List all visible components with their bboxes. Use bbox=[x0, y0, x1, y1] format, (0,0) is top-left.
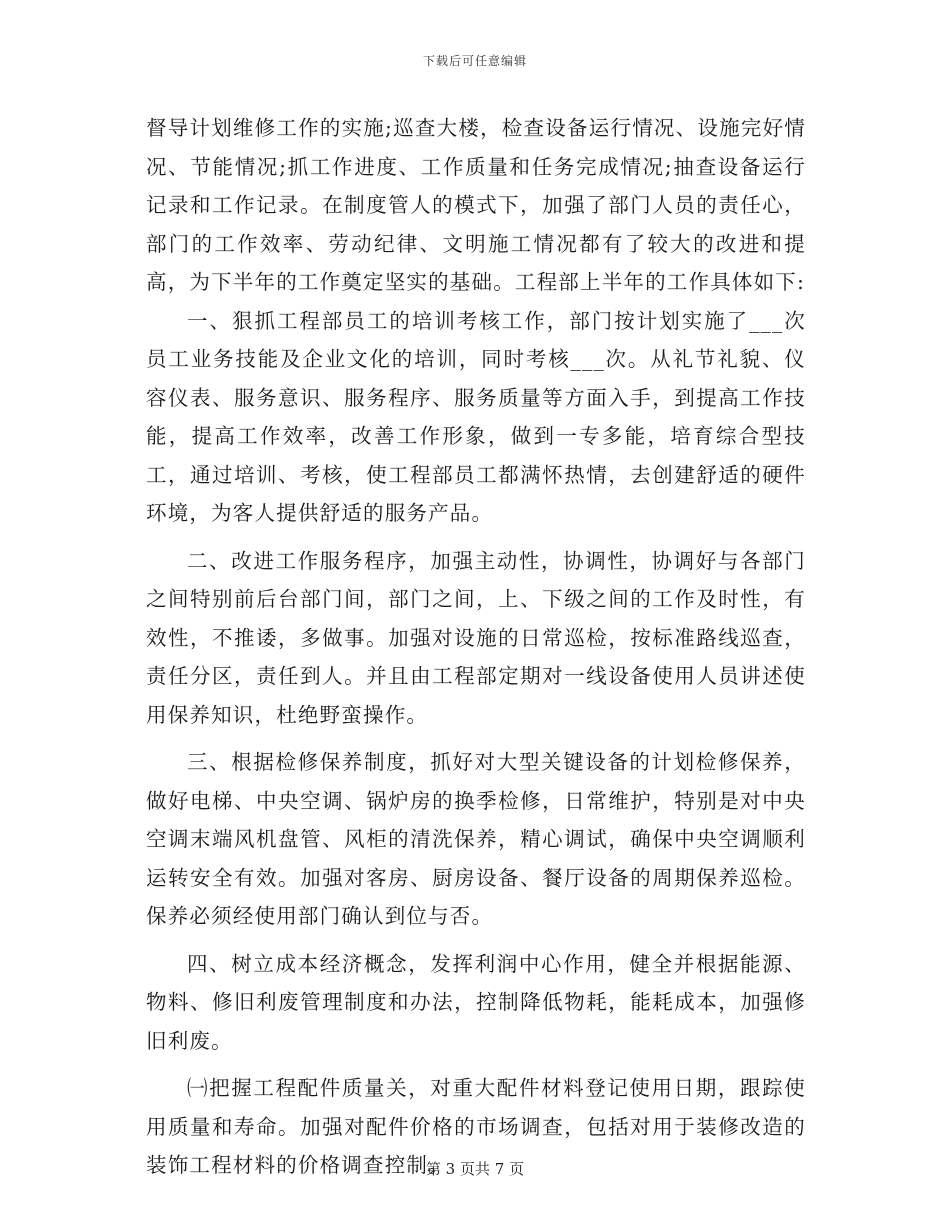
paragraph-item-2: 二、改进工作服务程序，加强主动性，协调性，协调好与各部门之间特别前后台部门间，部门之间，上、下级之间的工作及时性，有效性，不推诿，多做事。加强对设施的日常巡检，按标准路线巡查，责任分区，责任到人。并且由工程部定期对一线设备使用人员讲述使用保养知识，杜绝野蛮操作。 bbox=[146, 548, 806, 727]
paragraph-item-4: 四、树立成本经济概念，发挥利润中心作用，健全并根据能源、物料、修旧利废管理制度和办法，控制降低物耗，能耗成本，加强修旧利废。 bbox=[146, 951, 806, 1053]
paragraph-item-1: 一、狠抓工程部员工的培训考核工作，部门按计划实施了___次员工业务技能及企业文化的培训，同时考核___次。从礼节礼貌、仪容仪表、服务意识、服务程序、服务质量等方面入手，到提高工作技能，提高工作效率，改善工作形象，做到一专多能，培育综合型技工，通过培训、考核，使工程部员工都满怀热情，去创建舒适的硬件环境，为客人提供舒适的服务产品。 bbox=[146, 308, 806, 525]
page-header: 下载后可任意编辑 bbox=[422, 54, 527, 68]
page-number: 第 3 页共 7 页 bbox=[425, 1160, 525, 1178]
paragraph-item-3: 三、根据检修保养制度，抓好对大型关键设备的计划检修保养，做好电梯、中央空调、锅炉房的换季检修，日常维护，特别是对中央空调末端风机盘管、风柜的清洗保养，精心调试，确保中央空调顺利运转安全有效。加强对客房、厨房设备、餐厅设备的周期保养巡检。保养必须经使用部门确认到位与否。 bbox=[146, 750, 806, 928]
paragraph-intro-continued: 督导计划维修工作的实施;巡查大楼，检查设备运行情况、设施完好情况、节能情况;抓工作进度、工作质量和任务完成情况;抽查设备运行记录和工作记录。在制度管人的模式下，加强了部门人员的责任心，部门的工作效率、劳动纪律、文明施工情况都有了较大的改进和提高，为下半年的工作奠定坚实的基础。工程部上半年的工作具体如下: bbox=[146, 116, 806, 294]
paragraph-subitem-1: ㈠把握工程配件质量关，对重大配件材料登记使用日期，跟踪使用质量和寿命。加强对配件价格的市场调查，包括对用于装修改造的装饰工程材料的价格调查控制。 bbox=[146, 1076, 806, 1177]
document-body bbox=[146, 109, 806, 1185]
